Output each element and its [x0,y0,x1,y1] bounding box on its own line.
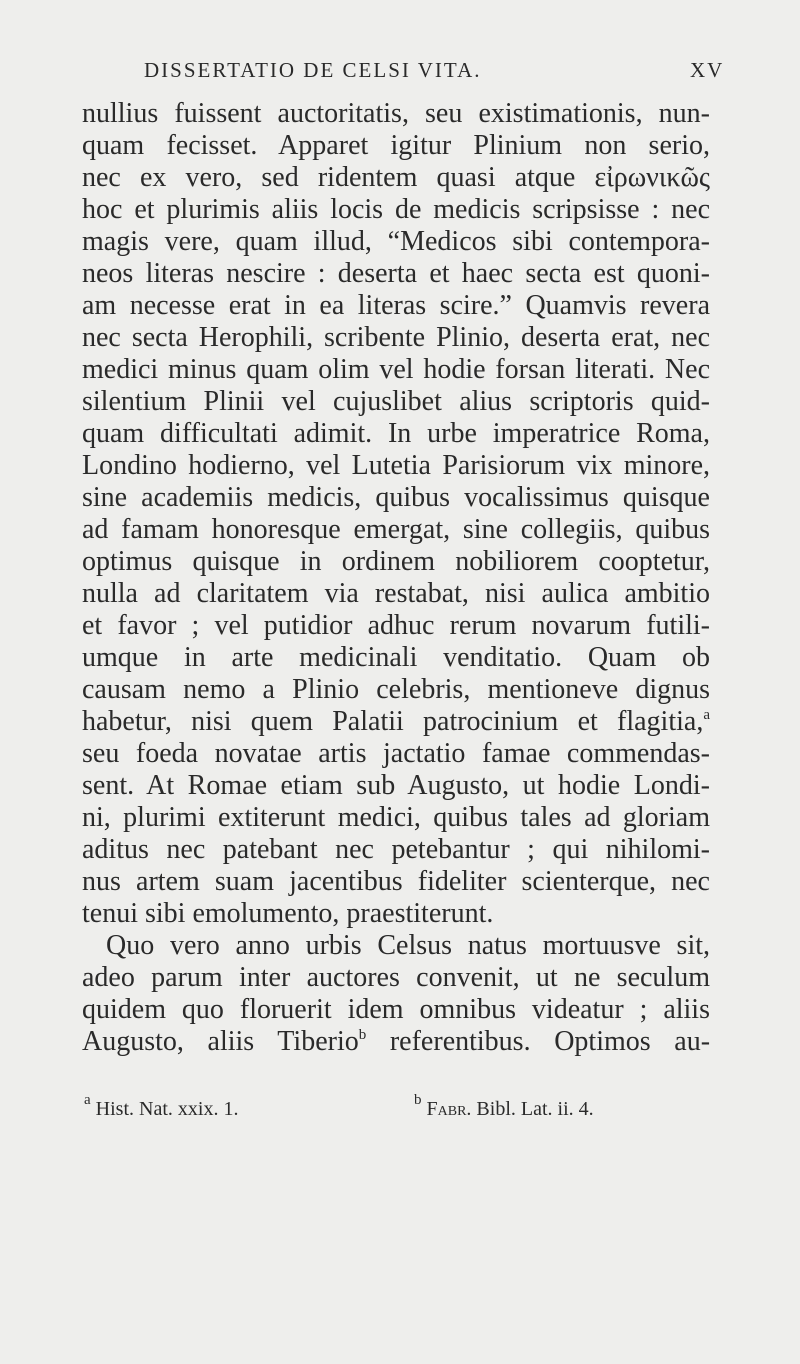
text-line: medici minus quam olim vel hodie forsan literati. Nec [82,354,710,385]
text-line: nec secta Herophili, scribente Plinio, deserta erat, nec [82,322,710,353]
text-line: optimus quisque in ordinem nobiliorem cooptetur, [82,546,710,577]
text-line: neos literas nescire : deserta et haec secta est quoni- [82,258,710,289]
footnote-a [84,1092,239,1121]
footnote-mark-b: b [414,1092,422,1108]
text-line: sent. At Romae etiam sub Augusto, ut hodie Londi- [82,770,710,801]
text-line: nus artem suam jacentibus fideliter scienterque, nec [82,866,710,897]
footnote-a-text: Hist. Nat. xxix. 1. [95,1098,239,1120]
text-line: ni, plurimi extiterunt medici, quibus tales ad gloriam [82,802,710,833]
running-title: DISSERTATIO DE CELSI VITA. [144,58,482,82]
text-line: quam difficultati adimit. In urbe imperatrice Roma, [82,418,710,449]
text-line-part: habetur, nisi quem Palatii patrocinium et flagitia, [82,706,704,737]
text-line: sine academiis medicis, quibus vocalissimus quisque [82,482,710,513]
text-line: Quo vero anno urbis Celsus natus mortuusve sit, [106,930,710,961]
text-line: quidem quo floruerit idem omnibus videatur ; aliis [82,994,710,1025]
text-line: nullius fuissent auctoritatis, seu existimationis, nun- [82,98,710,129]
text-line: magis vere, quam illud, “Medicos sibi contempora- [82,226,710,257]
text-line: adeo parum inter auctores convenit, ut ne seculum [82,962,710,993]
text-line: nulla ad claritatem via restabat, nisi aulica ambitio [82,578,710,609]
text-line: quam fecisset. Apparet igitur Plinium non serio, [82,130,710,161]
text-line: silentium Plinii vel cujuslibet alius scriptoris quid- [82,386,710,417]
footnote-b-abbr: Fabr. [426,1098,472,1120]
running-header [0,58,800,88]
text-line: aditus nec patebant nec petebantur ; qui nihilomi- [82,834,710,865]
text-line: tenui sibi emolumento, praestiterunt. [82,898,494,929]
page-number: XV [690,58,725,82]
body-text [82,98,710,1058]
text-line: ad famam honoresque emergat, sine collegiis, quibus [82,514,710,545]
text-line: seu foeda novatae artis jactatio famae commendas- [82,738,710,769]
footnote-ref-b: b [358,1027,367,1043]
text-line: am necesse erat in ea literas scire.” Quamvis revera [82,290,710,321]
text-line: Londino hodierno, vel Lutetia Parisiorum vix minore, [82,450,710,481]
text-line: hoc et plurimis aliis locis de medicis scripsisse : nec [82,194,710,225]
text-line: et favor ; vel putidior adhuc rerum novarum futili- [82,610,710,641]
text-line-with-note-b [82,1026,710,1058]
text-line-with-note-a [82,706,710,738]
text-line: umque in arte medicinali venditatio. Quam ob [82,642,710,673]
footnote-mark-a: a [84,1092,91,1108]
footnote-b [414,1092,594,1121]
footnote-ref-a: a [703,707,710,723]
text-line-part: referentibus. Optimos au- [389,1026,711,1057]
footnote-b-text: Bibl. Lat. ii. 4. [476,1098,594,1120]
text-line: causam nemo a Plinio celebris, mentioneve dignus [82,674,710,705]
text-line: nec ex vero, sed ridentem quasi atque εἰρωνικῶς [82,162,710,193]
text-line-part: Augusto, aliis Tiberio [82,1026,359,1057]
